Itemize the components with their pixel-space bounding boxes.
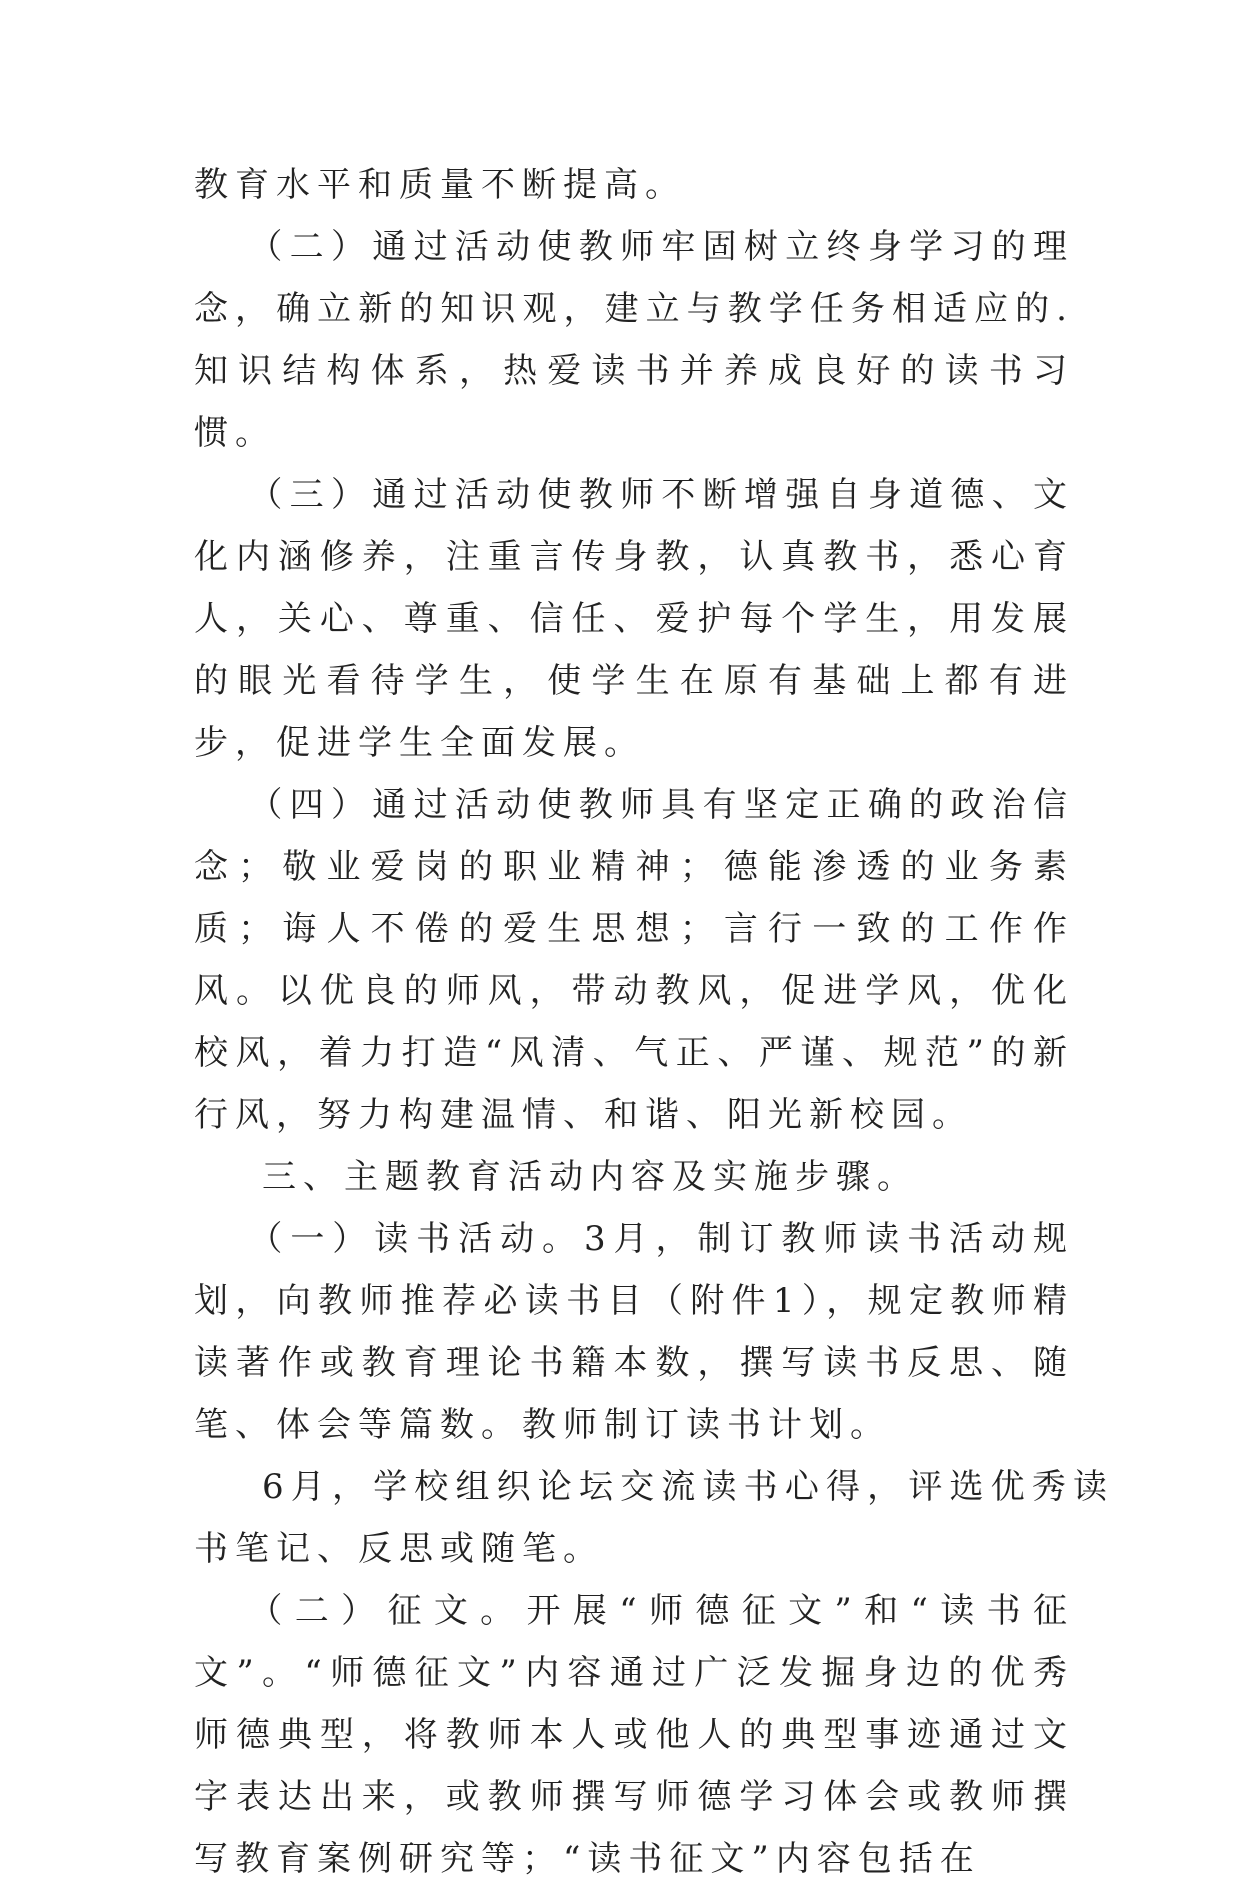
paragraph-objective-4: （四）通过活动使教师具有坚定正确的政治信念；敬业爱岗的职业精神；德能渗透的业务素质；诲人不倦的爱生思想；言行一致的工作作风。以优良的师风，带动教风，促进学风，优化校风，着力打造“风清、气正、严谨、规范”的新行风，努力构建温情、和谐、阳光新校园。 [194, 785, 1074, 1135]
paragraph-objective-3: （三）通过活动使教师不断增强自身道德、文化内涵修养，注重言传身教，认真教书，悉心育人，关心、尊重、信任、爱护每个学生，用发展的眼光看待学生，使学生在原有基础上都有进步，促进学生全面发展。 [194, 475, 1074, 763]
paragraph-reading-activity: （一）读书活动。3月，制订教师读书活动规划，向教师推荐必读书目（附件1），规定教师精读著作或教育理论书籍本数，撰写读书反思、随笔、体会等篇数。教师制订读书计划。 [194, 1219, 1074, 1445]
paragraph-objective-2: （二）通过活动使教师牢固树立终身学习的理念，确立新的知识观，建立与教学任务相适应的.知识结构体系，热爱读书并养成良好的读书习惯。 [194, 227, 1074, 453]
document-body [194, 154, 1114, 1890]
paragraph-june-forum: 6月，学校组织论坛交流读书心得，评选优秀读书笔记、反思或随笔。 [194, 1467, 1114, 1569]
section-heading-3: 三、主题教育活动内容及实施步骤。 [262, 1157, 918, 1197]
paragraph-essay-contest: （二）征文。开展“师德征文”和“读书征文”。“师德征文”内容通过广泛发掘身边的优秀师德典型，将教师本人或他人的典型事迹通过文字表达出来，或教师撰写师德学习体会或教师撰写教育案例研究等；“读书征文”内容包括在 [194, 1591, 1074, 1879]
paragraph-continuation: 教育水平和质量不断提高。 [194, 165, 686, 205]
